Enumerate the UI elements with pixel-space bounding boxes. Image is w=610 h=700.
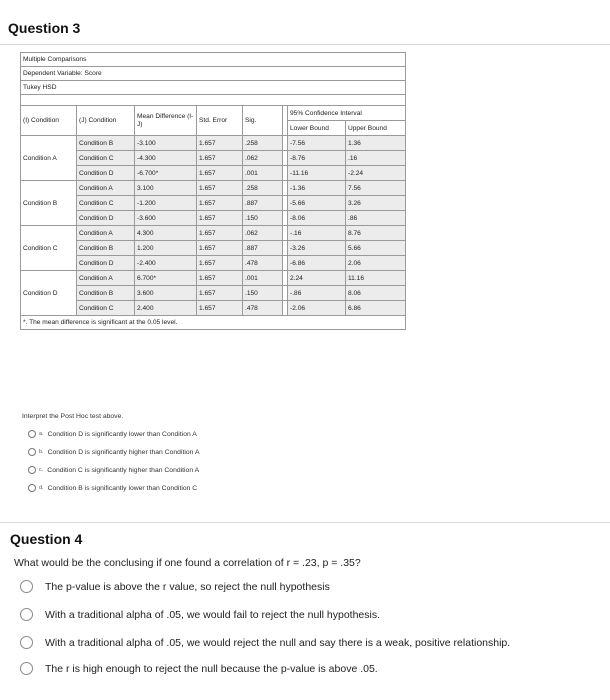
upper-bound-cell: 5.66 bbox=[346, 241, 406, 256]
option-letter: c. bbox=[39, 467, 44, 473]
q3-option-d[interactable] bbox=[28, 484, 197, 492]
table-row bbox=[21, 271, 406, 286]
q4-option-4[interactable] bbox=[20, 662, 378, 675]
j-cell: Condition A bbox=[77, 271, 135, 286]
header-lower-bound: Lower Bound bbox=[288, 121, 346, 136]
radio-button[interactable] bbox=[28, 448, 36, 456]
table-title: Multiple Comparisons bbox=[21, 53, 406, 67]
lower-bound-cell: -2.06 bbox=[288, 301, 346, 316]
se-cell: 1.657 bbox=[197, 241, 243, 256]
sig-cell: .478 bbox=[243, 256, 283, 271]
q3-option-b[interactable] bbox=[28, 448, 199, 456]
radio-button[interactable] bbox=[20, 662, 33, 675]
j-cell: Condition C bbox=[77, 151, 135, 166]
mean-cell: -1.200 bbox=[135, 196, 197, 211]
table-row bbox=[21, 181, 406, 196]
table-row bbox=[21, 151, 406, 166]
i-condition-cell: Condition C bbox=[21, 226, 77, 271]
mean-cell: 6.700* bbox=[135, 271, 197, 286]
q4-option-1[interactable] bbox=[20, 580, 330, 593]
j-cell: Condition D bbox=[77, 211, 135, 226]
option-label: With a traditional alpha of .05, we would reject the null and say there is a weak, positive relationship. bbox=[45, 636, 511, 649]
lower-bound-cell: -8.06 bbox=[288, 211, 346, 226]
header-i-condition: (I) Condition bbox=[21, 106, 77, 136]
radio-button[interactable] bbox=[28, 466, 36, 474]
sig-cell: .258 bbox=[243, 181, 283, 196]
lower-bound-cell: -3.26 bbox=[288, 241, 346, 256]
mean-cell: -3.100 bbox=[135, 136, 197, 151]
table-row bbox=[21, 286, 406, 301]
radio-button[interactable] bbox=[20, 580, 33, 593]
upper-bound-cell: 7.56 bbox=[346, 181, 406, 196]
se-cell: 1.657 bbox=[197, 271, 243, 286]
i-condition-cell: Condition D bbox=[21, 271, 77, 316]
sig-cell: .062 bbox=[243, 226, 283, 241]
lower-bound-cell: 2.24 bbox=[288, 271, 346, 286]
option-label: The r is high enough to reject the null because the p-value is above .05. bbox=[45, 662, 378, 675]
table-row bbox=[21, 136, 406, 151]
dependent-variable: Dependent Variable: Score bbox=[21, 67, 406, 81]
q4-prompt: What would be the conclusing if one found a correlation of r = .23, p = .35? bbox=[14, 557, 361, 569]
option-label: Condition B is significantly lower than Condition C bbox=[47, 484, 198, 492]
lower-bound-cell: -7.56 bbox=[288, 136, 346, 151]
lower-bound-cell: -11.16 bbox=[288, 166, 346, 181]
sig-cell: .150 bbox=[243, 286, 283, 301]
mean-cell: -6.700* bbox=[135, 166, 197, 181]
table-row bbox=[21, 196, 406, 211]
j-cell: Condition B bbox=[77, 241, 135, 256]
q4-option-3[interactable] bbox=[20, 636, 510, 649]
header-j-condition: (J) Condition bbox=[77, 106, 135, 136]
lower-bound-cell: -5.66 bbox=[288, 196, 346, 211]
se-cell: 1.657 bbox=[197, 151, 243, 166]
q3-option-c[interactable] bbox=[28, 466, 199, 474]
se-cell: 1.657 bbox=[197, 166, 243, 181]
se-cell: 1.657 bbox=[197, 211, 243, 226]
j-cell: Condition D bbox=[77, 166, 135, 181]
i-condition-cell: Condition B bbox=[21, 181, 77, 226]
i-condition-cell: Condition A bbox=[21, 136, 77, 181]
j-cell: Condition D bbox=[77, 256, 135, 271]
header-upper-bound: Upper Bound bbox=[346, 121, 406, 136]
question-3-title: Question 3 bbox=[8, 20, 81, 36]
lower-bound-cell: -.16 bbox=[288, 226, 346, 241]
mean-cell: 1.200 bbox=[135, 241, 197, 256]
sig-cell: .887 bbox=[243, 241, 283, 256]
j-cell: Condition C bbox=[77, 301, 135, 316]
sig-cell: .478 bbox=[243, 301, 283, 316]
table-row bbox=[21, 301, 406, 316]
upper-bound-cell: 1.36 bbox=[346, 136, 406, 151]
table-row bbox=[21, 211, 406, 226]
lower-bound-cell: -6.86 bbox=[288, 256, 346, 271]
lower-bound-cell: -.86 bbox=[288, 286, 346, 301]
upper-bound-cell: -2.24 bbox=[346, 166, 406, 181]
j-cell: Condition A bbox=[77, 226, 135, 241]
j-cell: Condition A bbox=[77, 181, 135, 196]
table-row bbox=[21, 226, 406, 241]
upper-bound-cell: 2.06 bbox=[346, 256, 406, 271]
option-label: Condition C is significantly higher than Condition A bbox=[47, 466, 200, 474]
lower-bound-cell: -1.36 bbox=[288, 181, 346, 196]
mean-cell: 3.600 bbox=[135, 286, 197, 301]
sig-cell: .001 bbox=[243, 166, 283, 181]
lower-bound-cell: -8.76 bbox=[288, 151, 346, 166]
header-std-error: Std. Error bbox=[197, 106, 243, 136]
j-cell: Condition C bbox=[77, 196, 135, 211]
header-mean-difference: Mean Difference (I-J) bbox=[135, 106, 197, 136]
se-cell: 1.657 bbox=[197, 286, 243, 301]
mean-cell: -4.300 bbox=[135, 151, 197, 166]
option-letter: d. bbox=[39, 485, 44, 491]
upper-bound-cell: 8.06 bbox=[346, 286, 406, 301]
multiple-comparisons-table bbox=[20, 52, 405, 330]
radio-button[interactable] bbox=[28, 484, 36, 492]
upper-bound-cell: 8.76 bbox=[346, 226, 406, 241]
question-4-title: Question 4 bbox=[10, 531, 83, 547]
table-row bbox=[21, 256, 406, 271]
upper-bound-cell: 3.26 bbox=[346, 196, 406, 211]
q3-option-a[interactable] bbox=[28, 430, 197, 438]
mean-cell: 4.300 bbox=[135, 226, 197, 241]
mean-cell: 3.100 bbox=[135, 181, 197, 196]
divider bbox=[0, 44, 610, 45]
option-label: The p-value is above the r value, so reject the null hypothesis bbox=[45, 580, 330, 593]
mean-cell: -3.600 bbox=[135, 211, 197, 226]
upper-bound-cell: .16 bbox=[346, 151, 406, 166]
j-cell: Condition B bbox=[77, 136, 135, 151]
mean-cell: 2.400 bbox=[135, 301, 197, 316]
option-label: Condition D is significantly lower than Condition A bbox=[47, 430, 197, 438]
table-row bbox=[21, 241, 406, 256]
sig-cell: .001 bbox=[243, 271, 283, 286]
radio-button[interactable] bbox=[20, 636, 33, 649]
sig-cell: .150 bbox=[243, 211, 283, 226]
sig-cell: .062 bbox=[243, 151, 283, 166]
se-cell: 1.657 bbox=[197, 181, 243, 196]
upper-bound-cell: .86 bbox=[346, 211, 406, 226]
table-row bbox=[21, 166, 406, 181]
option-letter: b. bbox=[39, 449, 44, 455]
header-confidence-interval: 95% Confidence Interval bbox=[288, 106, 406, 121]
header-sig: Sig. bbox=[243, 106, 283, 136]
upper-bound-cell: 11.16 bbox=[346, 271, 406, 286]
se-cell: 1.657 bbox=[197, 301, 243, 316]
mean-cell: -2.400 bbox=[135, 256, 197, 271]
se-cell: 1.657 bbox=[197, 226, 243, 241]
divider bbox=[0, 522, 610, 523]
option-label: Condition D is significantly higher than Condition A bbox=[47, 448, 200, 456]
table-footnote: *. The mean difference is significant at the 0.05 level. bbox=[21, 316, 406, 330]
sig-cell: .258 bbox=[243, 136, 283, 151]
q3-prompt: Interpret the Post Hoc test above. bbox=[22, 413, 124, 420]
option-letter: a. bbox=[39, 431, 44, 437]
upper-bound-cell: 6.86 bbox=[346, 301, 406, 316]
sig-cell: .887 bbox=[243, 196, 283, 211]
j-cell: Condition B bbox=[77, 286, 135, 301]
se-cell: 1.657 bbox=[197, 136, 243, 151]
option-label: With a traditional alpha of .05, we would fail to reject the null hypothesis. bbox=[45, 608, 381, 621]
radio-button[interactable] bbox=[20, 608, 33, 621]
se-cell: 1.657 bbox=[197, 196, 243, 211]
blank-row bbox=[21, 95, 406, 106]
radio-button[interactable] bbox=[28, 430, 36, 438]
test-name: Tukey HSD bbox=[21, 81, 406, 95]
q4-option-2[interactable] bbox=[20, 608, 380, 621]
se-cell: 1.657 bbox=[197, 256, 243, 271]
